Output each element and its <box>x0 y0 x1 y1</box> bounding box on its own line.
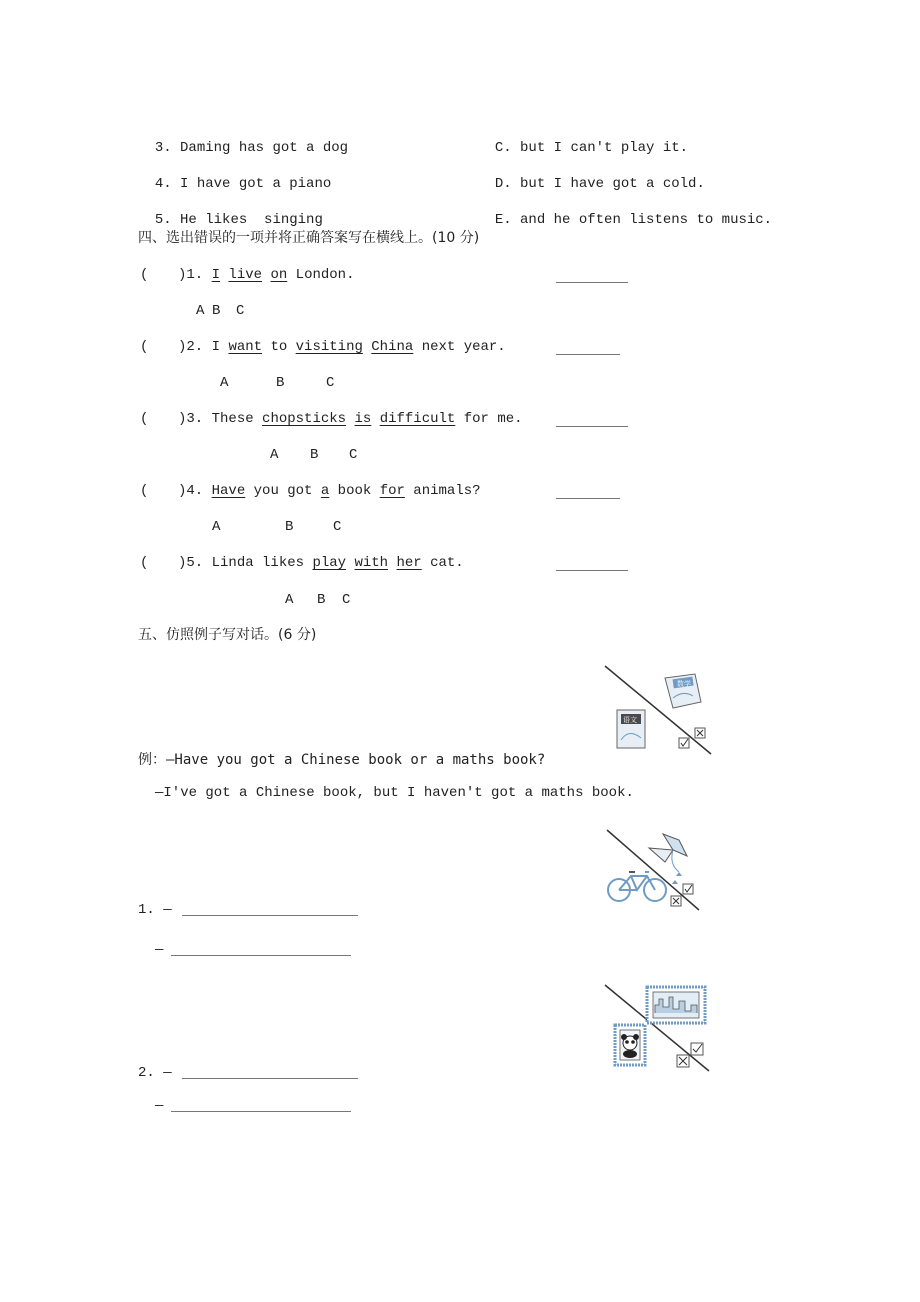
check-box-icon <box>691 1043 703 1055</box>
item5-bracket-open: ( <box>140 555 149 571</box>
item2-option-c: China <box>371 339 414 355</box>
item2-answer-line[interactable] <box>556 354 620 355</box>
city-stamp-icon <box>647 987 705 1023</box>
match-left-4: 4. I have got a piano <box>154 176 332 192</box>
match-right-c: C. but I can't play it. <box>494 140 689 156</box>
bike-icon <box>608 872 666 901</box>
q1-answer-dash: — <box>155 942 164 958</box>
item3-sentence: )3. These chopsticks is difficult for me. <box>178 411 523 427</box>
item3-letter-a: A <box>270 447 279 463</box>
item4-bracket-open: ( <box>140 483 149 499</box>
item1-sentence: )1. I live on London. <box>178 267 355 283</box>
q2-question-line[interactable] <box>182 1078 358 1079</box>
item5-option-b: with <box>354 555 389 571</box>
item4-letter-c: C <box>333 519 342 535</box>
item3-option-a: chopsticks <box>262 411 347 427</box>
q2-answer-dash: — <box>155 1098 164 1114</box>
example-question: 例：—Have you got a Chinese book or a maths book? <box>138 752 546 768</box>
item5-letter-a: A <box>285 592 294 608</box>
item5-sentence: )5. Linda likes play with her cat. <box>178 555 464 571</box>
example-books-picture <box>603 664 713 756</box>
item2-letter-a: A <box>220 375 229 391</box>
item1-option-a: I <box>211 267 221 283</box>
item5-letter-c: C <box>342 592 351 608</box>
item4-sentence: )4. Have you got a book for animals? <box>178 483 481 499</box>
q1-question-line[interactable] <box>182 915 358 916</box>
item1-answer-line[interactable] <box>556 282 628 283</box>
q1-answer-line[interactable] <box>171 955 351 956</box>
match-left-5: 5. He likes singing <box>154 212 323 228</box>
item3-letter-b: B <box>310 447 319 463</box>
cross-box-icon <box>677 1055 689 1067</box>
item1-letter-c: C <box>236 303 245 319</box>
item4-answer-line[interactable] <box>556 498 620 499</box>
q2-answer-line[interactable] <box>171 1111 351 1112</box>
item1-option-b: live <box>228 267 263 283</box>
item2-sentence: )2. I want to visiting China next year. <box>178 339 506 355</box>
section5-title: 五、仿照例子写对话。(6 分) <box>138 627 317 643</box>
cross-box-icon <box>671 896 681 906</box>
item5-letter-b: B <box>317 592 326 608</box>
item4-option-a: Have <box>211 483 246 499</box>
item3-bracket-open: ( <box>140 411 149 427</box>
item4-option-c: for <box>379 483 405 499</box>
q1-number: 1. — <box>138 902 172 918</box>
item3-option-c: difficult <box>379 411 456 427</box>
item2-letter-c: C <box>326 375 335 391</box>
stamps-picture <box>603 983 711 1073</box>
item5-option-c: her <box>396 555 422 571</box>
match-right-d: D. but I have got a cold. <box>494 176 705 192</box>
item2-option-a: want <box>228 339 263 355</box>
kite-bike-picture <box>603 828 703 912</box>
cross-box-icon <box>695 728 705 738</box>
item1-option-c: on <box>270 267 288 283</box>
panda-stamp-icon <box>615 1025 645 1065</box>
kite-icon <box>649 834 687 884</box>
item1-letter-a: A <box>196 303 205 319</box>
chinese-book-label: 语文 <box>623 716 637 724</box>
item3-letter-c: C <box>349 447 358 463</box>
check-box-icon <box>679 738 689 748</box>
item4-option-b: a <box>320 483 330 499</box>
match-left-3: 3. Daming has got a dog <box>154 140 349 156</box>
maths-book-label: 数学 <box>677 680 691 688</box>
item2-option-b: visiting <box>295 339 363 355</box>
match-right-e: E. and he often listens to music. <box>494 212 773 228</box>
item4-letter-a: A <box>212 519 221 535</box>
item5-answer-line[interactable] <box>556 570 628 571</box>
chinese-book-icon <box>617 710 645 748</box>
check-box-icon <box>683 884 693 894</box>
item1-bracket-open: ( <box>140 267 149 283</box>
item1-letter-b: B <box>212 303 221 319</box>
item2-bracket-open: ( <box>140 339 149 355</box>
item3-answer-line[interactable] <box>556 426 628 427</box>
maths-book-icon <box>665 674 701 708</box>
item3-option-b: is <box>354 411 372 427</box>
section4-title: 四、选出错误的一项并将正确答案写在横线上。(10 分) <box>138 230 480 246</box>
q2-number: 2. — <box>138 1065 172 1081</box>
item2-letter-b: B <box>276 375 285 391</box>
item5-option-a: play <box>312 555 347 571</box>
item4-letter-b: B <box>285 519 294 535</box>
example-answer: —I've got a Chinese book, but I haven't got a maths book. <box>155 785 634 801</box>
